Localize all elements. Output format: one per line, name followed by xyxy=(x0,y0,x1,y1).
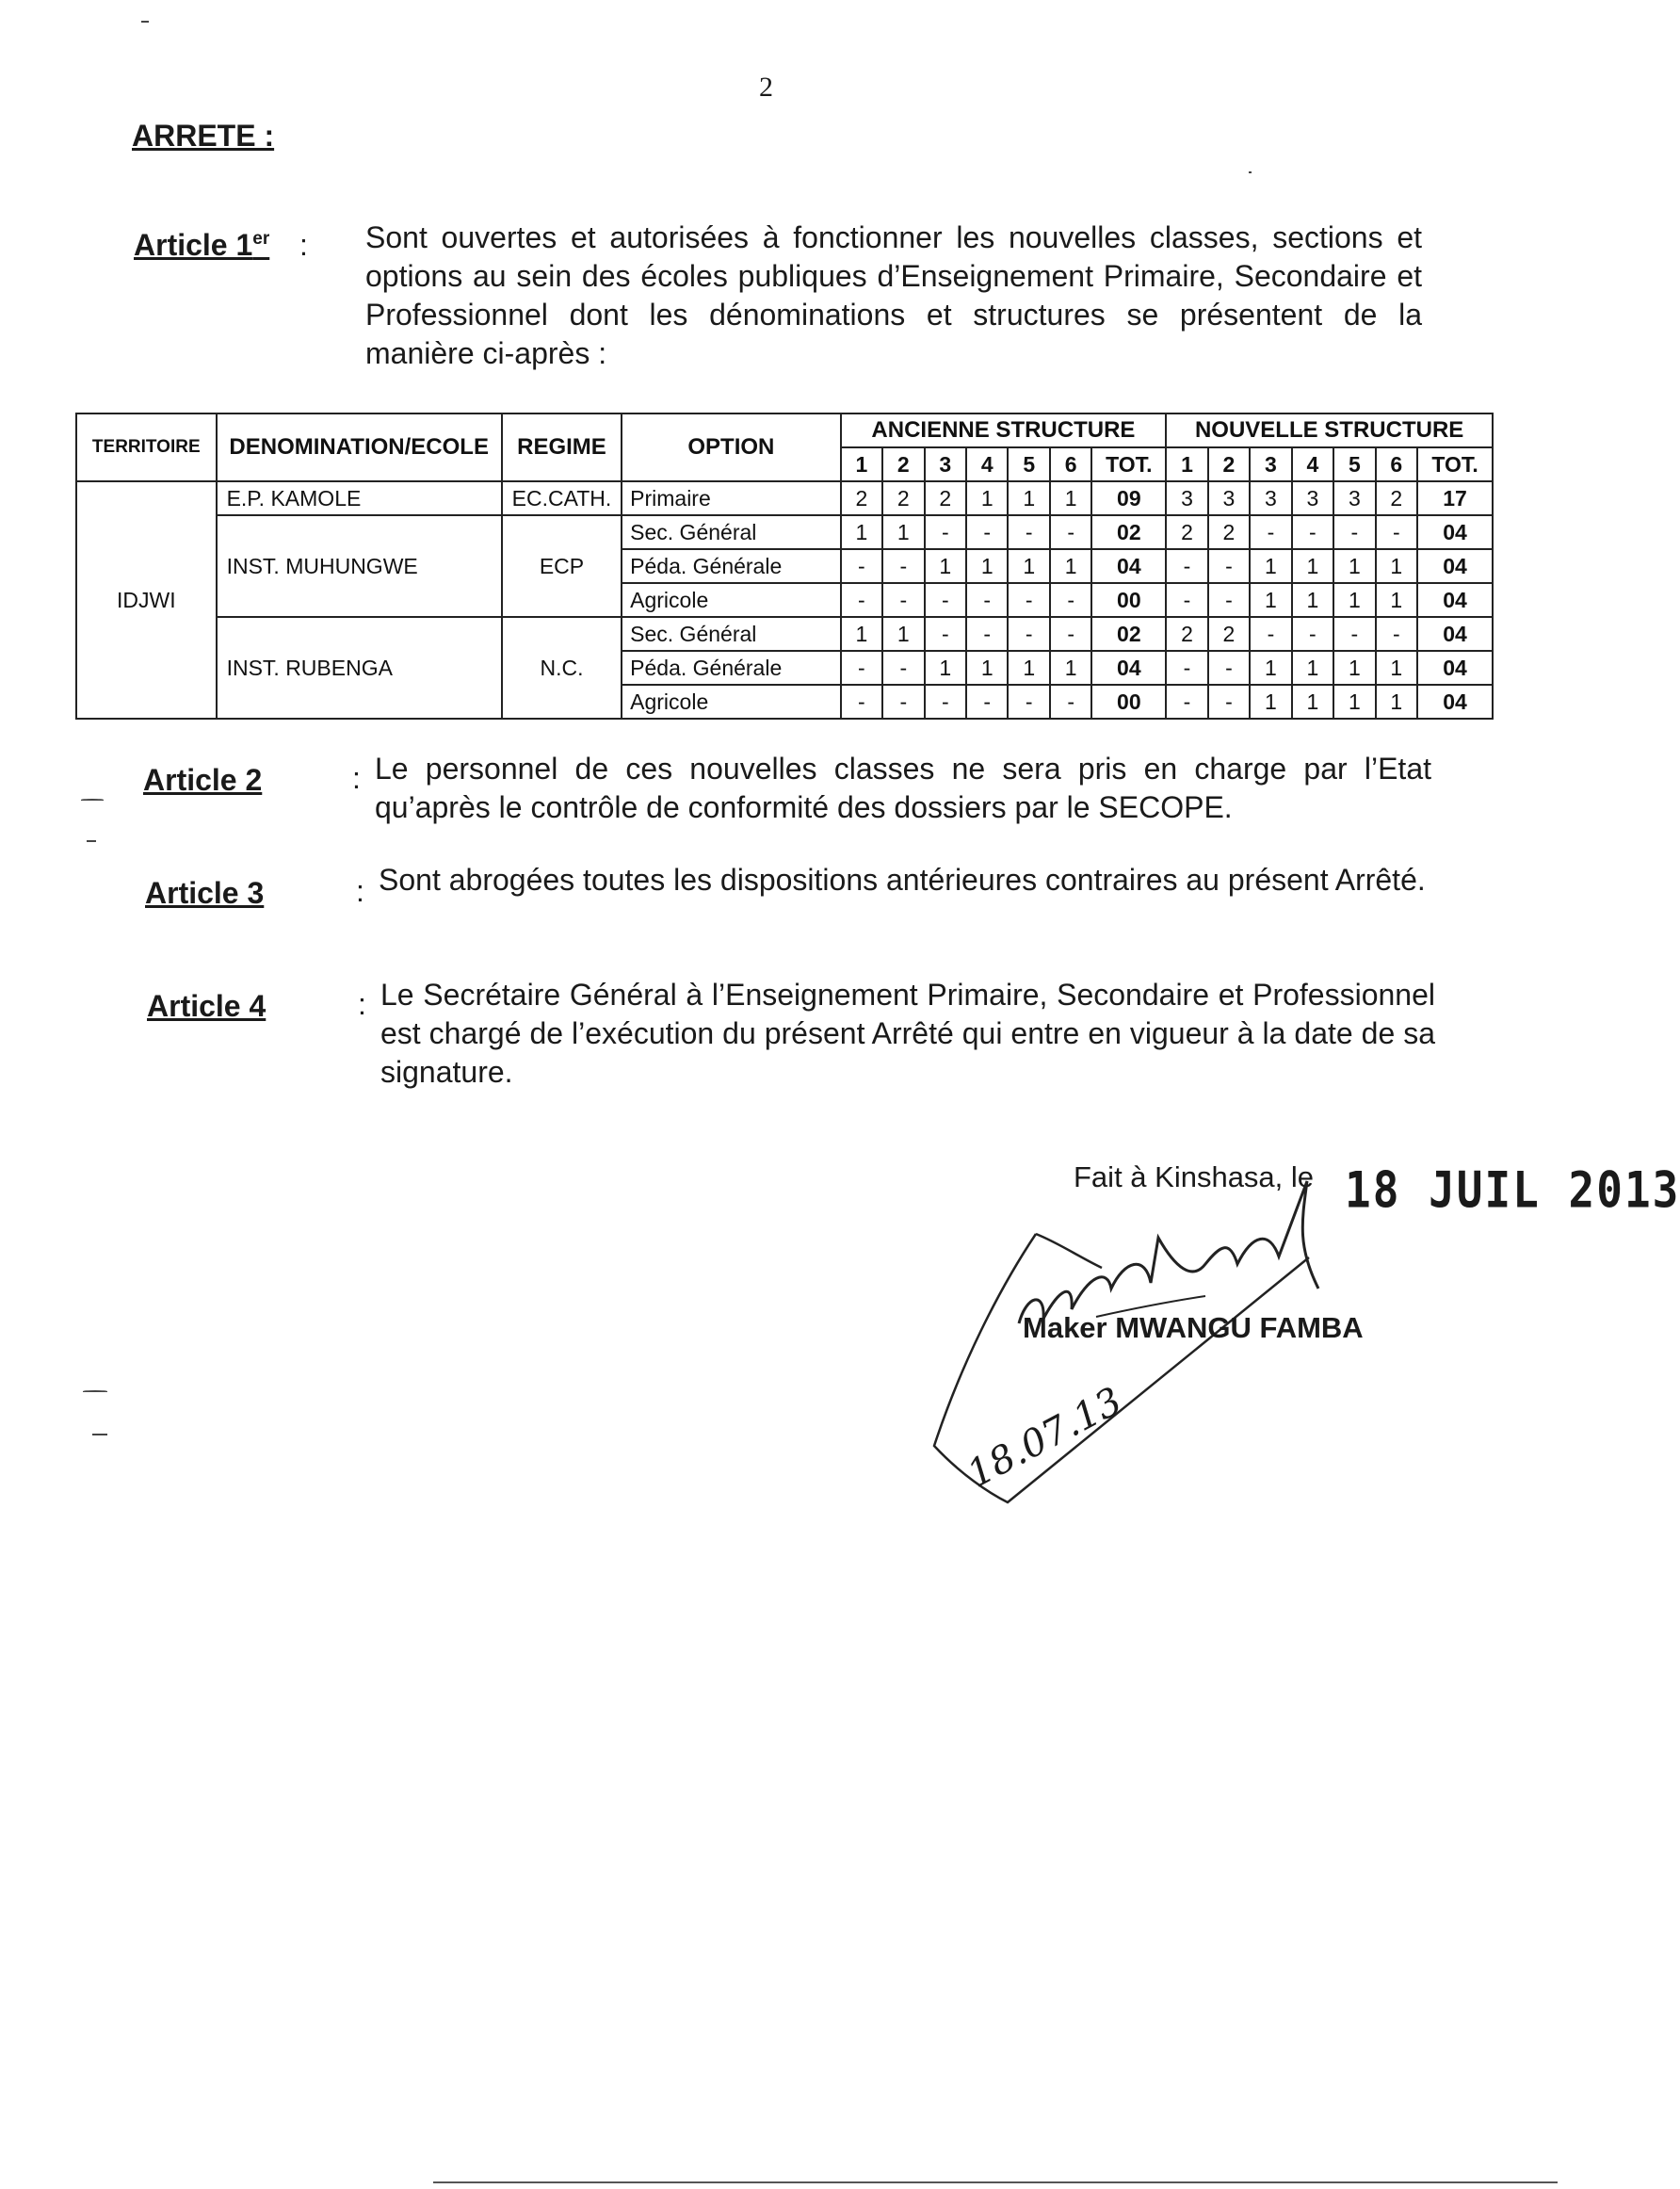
handwritten-date: 18.07.13 xyxy=(961,1379,1129,1497)
signatory-name: Maker MWANGU FAMBA xyxy=(1023,1311,1364,1344)
ancienne-level-cell: - xyxy=(966,583,1008,617)
nouvelle-level-cell: 2 xyxy=(1166,515,1207,549)
header-nouvelle-level-2: 2 xyxy=(1208,447,1250,481)
ancienne-level-cell: - xyxy=(841,651,882,685)
header-denomination: DENOMINATION/ECOLE xyxy=(217,413,502,481)
table-row xyxy=(76,515,1493,549)
nouvelle-level-cell: - xyxy=(1208,685,1250,719)
nouvelle-total-cell: 04 xyxy=(1417,617,1493,651)
ancienne-level-cell: 1 xyxy=(841,515,882,549)
ancienne-level-cell: - xyxy=(925,617,966,651)
ancienne-level-cell: - xyxy=(1008,685,1049,719)
scan-mark xyxy=(81,799,104,801)
article-2-text: Le personnel de ces nouvelles classes ne sera pris en charge par l’Etat qu’après le contrôle de conformité des dossiers par le SECOPE. xyxy=(375,752,1431,824)
ancienne-level-cell: - xyxy=(1050,617,1091,651)
ancienne-level-cell: 1 xyxy=(1050,651,1091,685)
ancienne-total-cell: 04 xyxy=(1091,549,1166,583)
ancienne-level-cell: 1 xyxy=(841,617,882,651)
ancienne-level-cell: - xyxy=(925,583,966,617)
ancienne-level-cell: 1 xyxy=(925,651,966,685)
header-regime: REGIME xyxy=(502,413,622,481)
nouvelle-level-cell: 1 xyxy=(1250,583,1291,617)
ancienne-level-cell: 1 xyxy=(1008,481,1049,515)
regime-cell: ECP xyxy=(502,515,622,617)
regime-cell: EC.CATH. xyxy=(502,481,622,515)
header-ancienne-level-1: 1 xyxy=(841,447,882,481)
nouvelle-level-cell: - xyxy=(1250,617,1291,651)
ancienne-level-cell: 2 xyxy=(925,481,966,515)
nouvelle-total-cell: 04 xyxy=(1417,685,1493,719)
article-4-label: Article 4 xyxy=(147,989,267,1023)
page-number: 2 xyxy=(759,72,773,103)
header-option: OPTION xyxy=(622,413,840,481)
nouvelle-level-cell: - xyxy=(1166,651,1207,685)
ancienne-level-cell: - xyxy=(841,583,882,617)
header-nouvelle-total: TOT. xyxy=(1417,447,1493,481)
table-row xyxy=(76,481,1493,515)
article-2-label: Article 2 xyxy=(143,763,263,797)
ancienne-level-cell: - xyxy=(882,685,924,719)
nouvelle-level-cell: - xyxy=(1376,617,1417,651)
header-ancienne-structure: ANCIENNE STRUCTURE xyxy=(841,413,1167,447)
ancienne-level-cell: 1 xyxy=(966,481,1008,515)
article-2-colon: : xyxy=(352,761,361,795)
ancienne-level-cell: - xyxy=(966,515,1008,549)
nouvelle-total-cell: 04 xyxy=(1417,515,1493,549)
header-nouvelle-level-6: 6 xyxy=(1376,447,1417,481)
ancienne-level-cell: 1 xyxy=(925,549,966,583)
nouvelle-level-cell: - xyxy=(1208,583,1250,617)
nouvelle-level-cell: - xyxy=(1208,549,1250,583)
header-nouvelle-level-1: 1 xyxy=(1166,447,1207,481)
nouvelle-level-cell: 3 xyxy=(1333,481,1375,515)
nouvelle-level-cell: - xyxy=(1292,515,1333,549)
ancienne-level-cell: - xyxy=(882,651,924,685)
option-cell: Péda. Générale xyxy=(622,651,840,685)
decree-heading: ARRETE : xyxy=(132,119,275,153)
nouvelle-total-cell: 17 xyxy=(1417,481,1493,515)
article-1-label-sup: er xyxy=(252,229,270,249)
nouvelle-level-cell: 1 xyxy=(1292,549,1333,583)
option-cell: Sec. Général xyxy=(622,515,840,549)
nouvelle-level-cell: 1 xyxy=(1333,549,1375,583)
article-1-colon: : xyxy=(299,228,308,262)
header-nouvelle-structure: NOUVELLE STRUCTURE xyxy=(1166,413,1493,447)
ancienne-level-cell: - xyxy=(882,549,924,583)
school-name-cell: INST. RUBENGA xyxy=(217,617,502,719)
ancienne-total-cell: 02 xyxy=(1091,617,1166,651)
option-cell: Sec. Général xyxy=(622,617,840,651)
date-stamp: 18 JUIL 2013 xyxy=(1345,1160,1680,1220)
scan-mark xyxy=(1249,171,1252,173)
nouvelle-level-cell: 1 xyxy=(1292,685,1333,719)
ancienne-level-cell: - xyxy=(1008,617,1049,651)
nouvelle-level-cell: - xyxy=(1166,583,1207,617)
ancienne-level-cell: - xyxy=(966,685,1008,719)
article-1-text: Sont ouvertes et autorisées à fonctionner les nouvelles classes, sections et options au sein des écoles publiques d’Enseignement Primaire, Secondaire et Professionnel dont les dénominations et structures se présentent de la manière ci-après : xyxy=(365,220,1422,370)
regime-cell: N.C. xyxy=(502,617,622,719)
option-cell: Agricole xyxy=(622,685,840,719)
ancienne-level-cell: - xyxy=(1008,515,1049,549)
article-1-label-text: Article 1 xyxy=(134,228,253,262)
scan-mark xyxy=(87,840,96,842)
nouvelle-level-cell: 1 xyxy=(1333,651,1375,685)
article-4-colon: : xyxy=(358,987,366,1021)
ancienne-level-cell: 1 xyxy=(882,515,924,549)
ancienne-level-cell: - xyxy=(882,583,924,617)
option-cell: Primaire xyxy=(622,481,840,515)
scan-mark xyxy=(141,21,149,23)
schools-table xyxy=(75,413,1494,720)
nouvelle-total-cell: 04 xyxy=(1417,549,1493,583)
nouvelle-level-cell: - xyxy=(1333,617,1375,651)
header-territoire: TERRITOIRE xyxy=(76,413,217,481)
article-3-label: Article 3 xyxy=(145,876,265,910)
header-ancienne-level-3: 3 xyxy=(925,447,966,481)
nouvelle-level-cell: 1 xyxy=(1250,685,1291,719)
header-nouvelle-level-3: 3 xyxy=(1250,447,1291,481)
nouvelle-level-cell: 1 xyxy=(1250,549,1291,583)
ancienne-level-cell: - xyxy=(1008,583,1049,617)
ancienne-level-cell: - xyxy=(841,549,882,583)
ancienne-level-cell: 1 xyxy=(966,549,1008,583)
ancienne-level-cell: - xyxy=(925,685,966,719)
nouvelle-level-cell: 3 xyxy=(1292,481,1333,515)
nouvelle-level-cell: - xyxy=(1250,515,1291,549)
nouvelle-level-cell: 2 xyxy=(1208,617,1250,651)
nouvelle-level-cell: - xyxy=(1208,651,1250,685)
scan-mark xyxy=(92,1434,107,1435)
nouvelle-total-cell: 04 xyxy=(1417,651,1493,685)
territoire-cell: IDJWI xyxy=(76,481,217,719)
bottom-edge-line xyxy=(433,2181,1558,2183)
header-ancienne-level-5: 5 xyxy=(1008,447,1049,481)
nouvelle-level-cell: 2 xyxy=(1208,515,1250,549)
nouvelle-level-cell: 1 xyxy=(1292,651,1333,685)
header-ancienne-total: TOT. xyxy=(1091,447,1166,481)
nouvelle-level-cell: 1 xyxy=(1376,685,1417,719)
header-ancienne-level-4: 4 xyxy=(966,447,1008,481)
ancienne-level-cell: - xyxy=(1050,583,1091,617)
ancienne-level-cell: 1 xyxy=(1008,651,1049,685)
nouvelle-level-cell: 1 xyxy=(1376,549,1417,583)
ancienne-total-cell: 04 xyxy=(1091,651,1166,685)
ancienne-total-cell: 09 xyxy=(1091,481,1166,515)
header-nouvelle-level-4: 4 xyxy=(1292,447,1333,481)
nouvelle-level-cell: - xyxy=(1292,617,1333,651)
header-ancienne-level-6: 6 xyxy=(1050,447,1091,481)
ancienne-level-cell: - xyxy=(841,685,882,719)
header-ancienne-level-2: 2 xyxy=(882,447,924,481)
ancienne-total-cell: 00 xyxy=(1091,583,1166,617)
nouvelle-level-cell: 3 xyxy=(1208,481,1250,515)
nouvelle-level-cell: 3 xyxy=(1250,481,1291,515)
article-3-colon: : xyxy=(356,874,364,908)
nouvelle-level-cell: - xyxy=(1376,515,1417,549)
nouvelle-level-cell: 1 xyxy=(1376,583,1417,617)
ancienne-level-cell: 2 xyxy=(882,481,924,515)
article-1-label xyxy=(134,228,269,263)
ancienne-level-cell: 1 xyxy=(1008,549,1049,583)
nouvelle-level-cell: 3 xyxy=(1166,481,1207,515)
ancienne-total-cell: 00 xyxy=(1091,685,1166,719)
ancienne-level-cell: 2 xyxy=(841,481,882,515)
ancienne-level-cell: 1 xyxy=(1050,481,1091,515)
ancienne-level-cell: - xyxy=(1050,685,1091,719)
nouvelle-level-cell: - xyxy=(1333,515,1375,549)
school-name-cell: INST. MUHUNGWE xyxy=(217,515,502,617)
place-and-date-intro: Fait à Kinshasa, le xyxy=(1074,1160,1315,1193)
ancienne-level-cell: - xyxy=(966,617,1008,651)
ancienne-total-cell: 02 xyxy=(1091,515,1166,549)
ancienne-level-cell: 1 xyxy=(882,617,924,651)
nouvelle-level-cell: 1 xyxy=(1333,685,1375,719)
nouvelle-level-cell: 1 xyxy=(1250,651,1291,685)
nouvelle-level-cell: 1 xyxy=(1292,583,1333,617)
nouvelle-level-cell: 1 xyxy=(1333,583,1375,617)
ancienne-level-cell: 1 xyxy=(966,651,1008,685)
article-4-text: Le Secrétaire Général à l’Enseignement Primaire, Secondaire et Professionnel est chargé de l’exécution du présent Arrêté qui entre en vigueur à la date de sa signature. xyxy=(380,978,1435,1089)
scan-mark xyxy=(83,1390,107,1392)
ancienne-level-cell: - xyxy=(1050,515,1091,549)
nouvelle-level-cell: 1 xyxy=(1376,651,1417,685)
article-3-text: Sont abrogées toutes les dispositions antérieures contraires au présent Arrêté. xyxy=(379,863,1426,897)
header-nouvelle-level-5: 5 xyxy=(1333,447,1375,481)
nouvelle-level-cell: 2 xyxy=(1376,481,1417,515)
option-cell: Agricole xyxy=(622,583,840,617)
table-row xyxy=(76,617,1493,651)
option-cell: Péda. Générale xyxy=(622,549,840,583)
ancienne-level-cell: 1 xyxy=(1050,549,1091,583)
nouvelle-level-cell: - xyxy=(1166,549,1207,583)
ancienne-level-cell: - xyxy=(925,515,966,549)
school-name-cell: E.P. KAMOLE xyxy=(217,481,502,515)
nouvelle-level-cell: 2 xyxy=(1166,617,1207,651)
nouvelle-total-cell: 04 xyxy=(1417,583,1493,617)
nouvelle-level-cell: - xyxy=(1166,685,1207,719)
